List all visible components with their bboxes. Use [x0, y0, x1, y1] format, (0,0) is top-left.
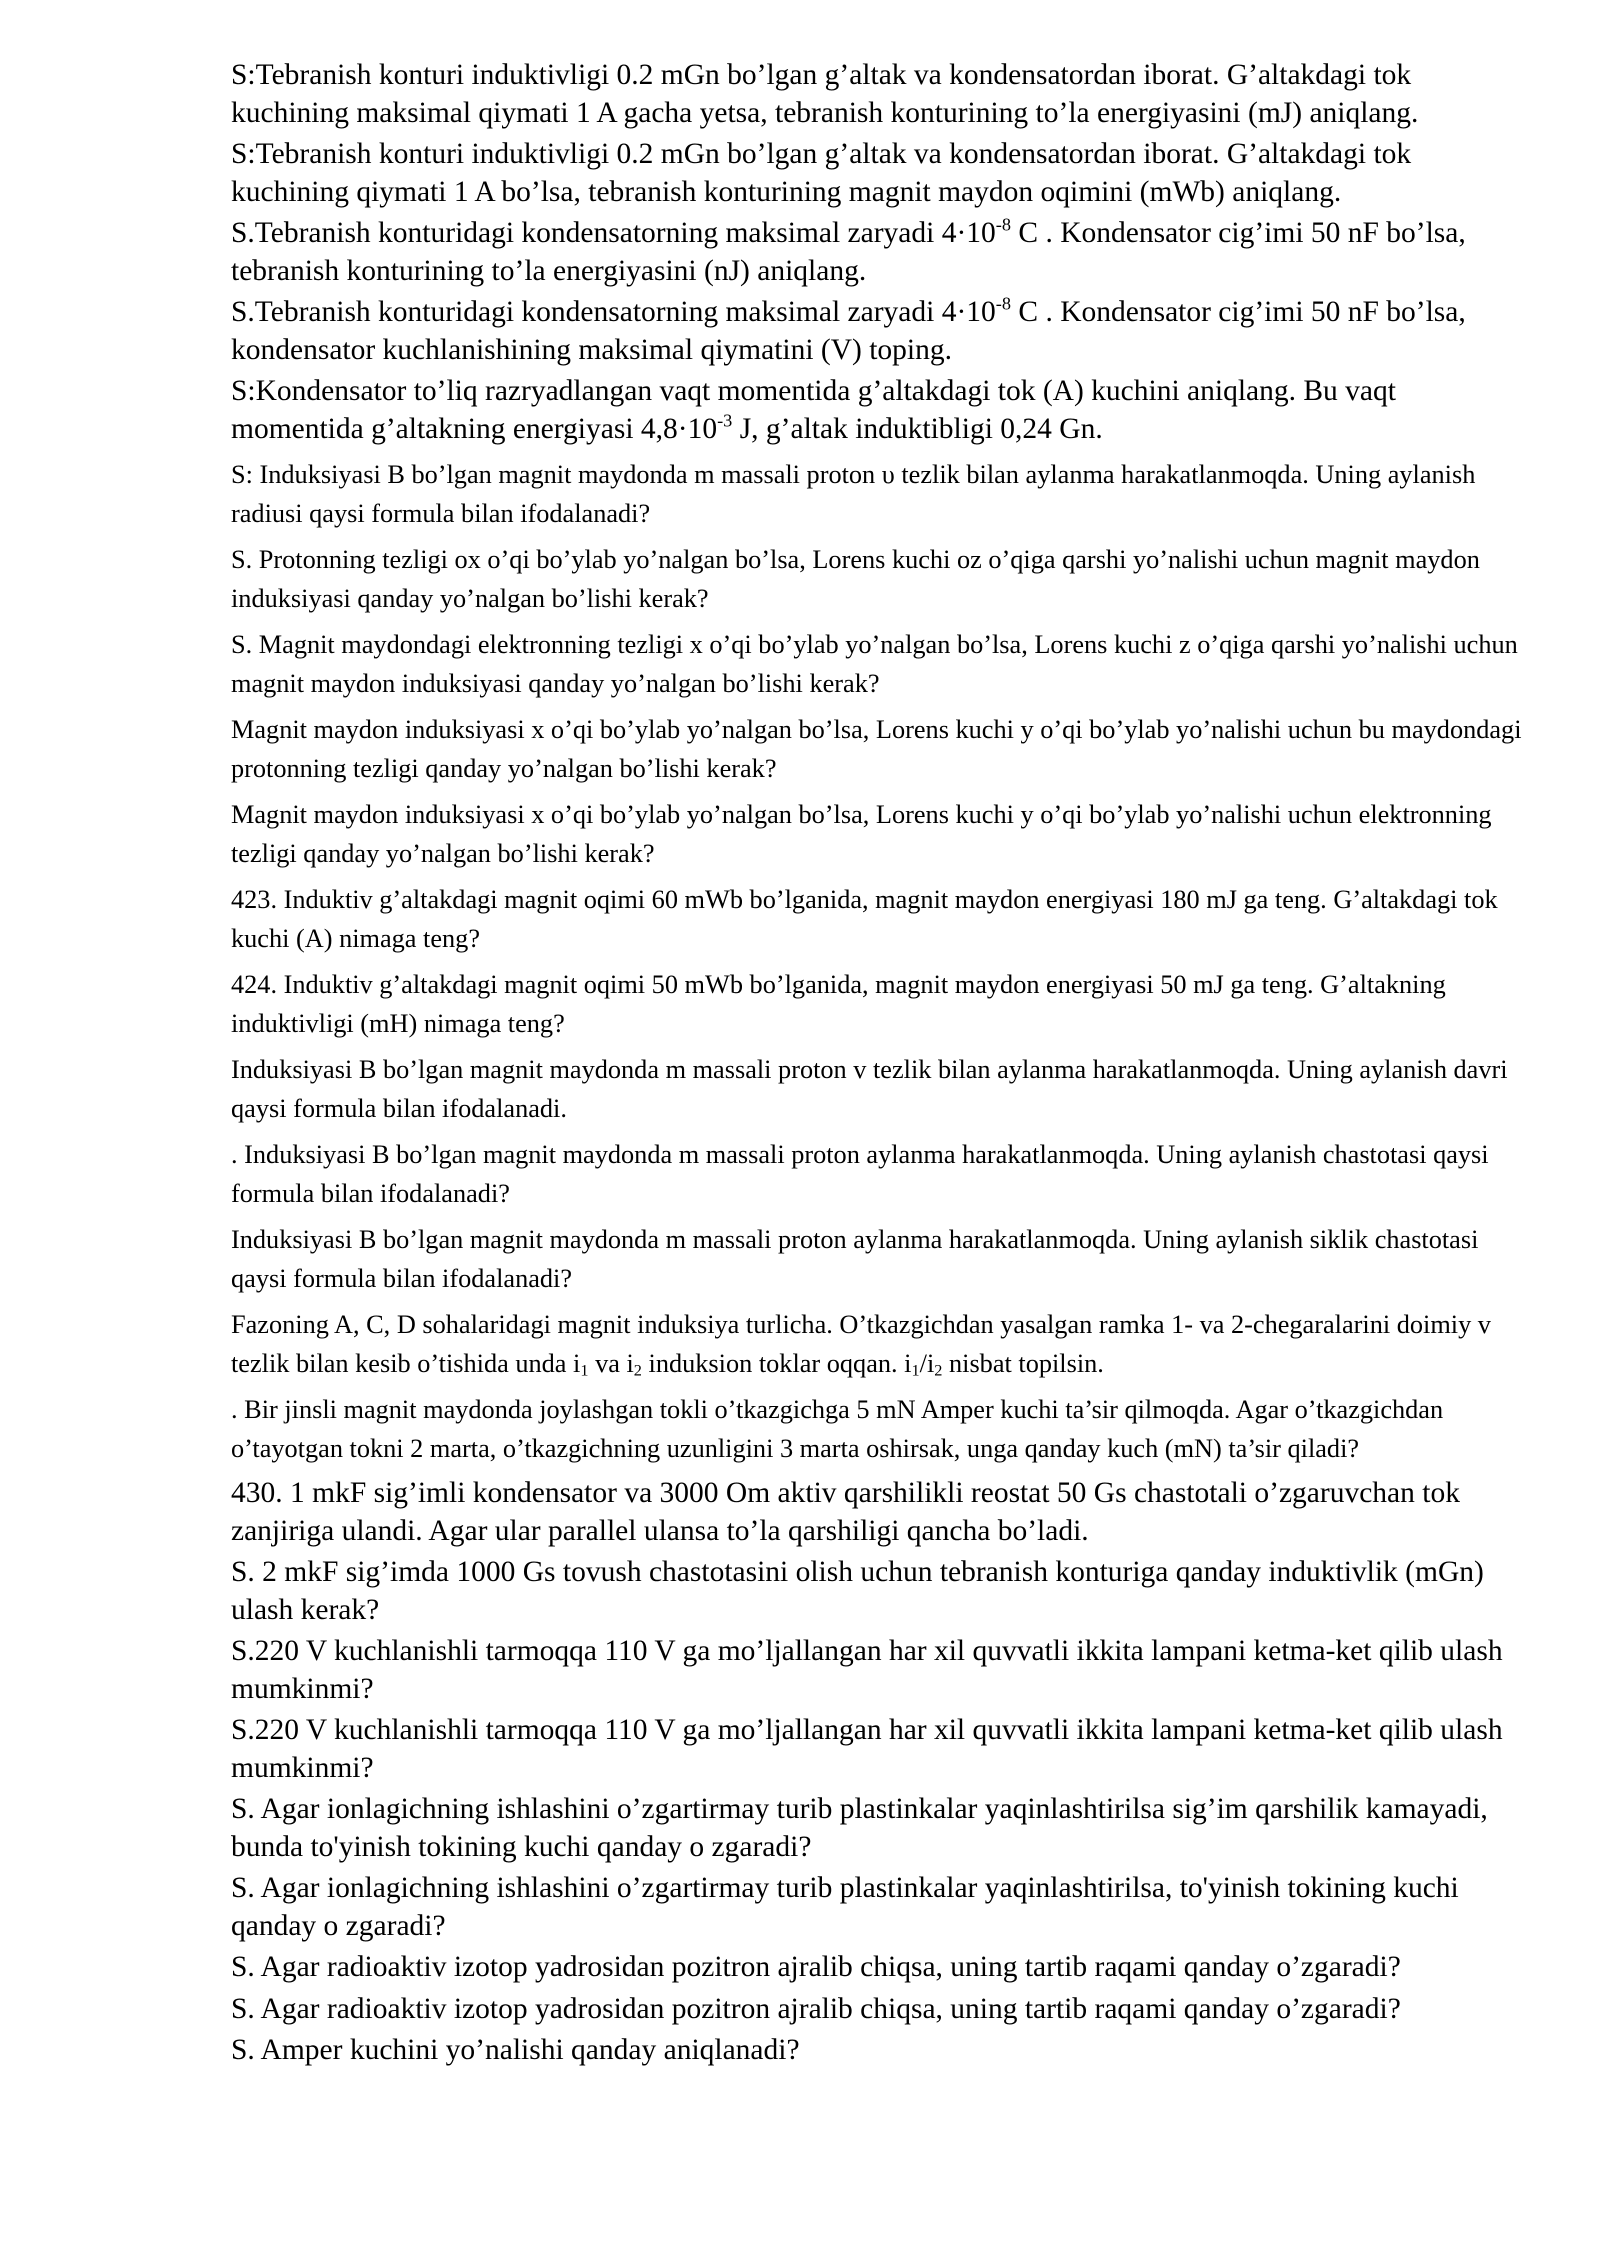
superscript: -3: [717, 410, 733, 431]
text-run: S.Tebranish konturidagi kondensatorning maksimal zaryadi 4·10: [231, 296, 996, 328]
subscript: 1: [580, 1360, 589, 1380]
text-run: va i: [588, 1349, 634, 1378]
text-run: C . Kondensator cig’imi 50 nF bo’lsa, tebranish konturining to’la energiyasini (nJ) aniqlang.: [231, 217, 1466, 287]
text-run: C . Kondensator cig’imi 50 nF bo’lsa, kondensator kuchlanishining maksimal qiymatini (V) toping.: [231, 296, 1466, 366]
text-run: S. Agar ionlagichning ishlashini o’zgartirmay turib plastinkalar yaqinlashtirilsa, to'yinish tokining kuchi qanday o zgaradi?: [231, 1872, 1459, 1942]
text-run: Induksiyasi B bo’lgan magnit maydonda m massali proton v tezlik bilan aylanma harakatlanmoqda. Uning aylanish davri qaysi formula bilan ifodalanadi.: [231, 1055, 1508, 1123]
question-paragraph: [231, 880, 1531, 958]
question-paragraph: [231, 1390, 1531, 1468]
text-run: 430. 1 mkF sig’imli kondensator va 3000 Om aktiv qarshilikli reostat 50 Gs chastotali o’zgaruvchan tok zanjiriga ulandi. Agar ular parallel ulansa to’la qarshiligi qancha bo’ladi.: [231, 1477, 1460, 1547]
superscript: -8: [995, 293, 1012, 314]
text-run: S. Magnit maydondagi elektronning tezligi x o’qi bo’ylab yo’nalgan bo’lsa, Lorens kuchi z o’qiga qarshi yo’nalishi uchun magnit maydon induksiyasi qanday yo’nalgan bo’lishi kerak?: [231, 630, 1518, 698]
document-page: [231, 57, 1531, 2070]
text-run: S. 2 mkF sig’imda 1000 Gs tovush chastotasini olish uchun tebranish konturiga qanday induktivlik (mGn) ulash kerak?: [231, 1556, 1484, 1626]
question-paragraph: [231, 57, 1531, 132]
question-paragraph: [231, 1220, 1531, 1298]
text-run: Magnit maydon induksiyasi x o’qi bo’ylab yo’nalgan bo’lsa, Lorens kuchi y o’qi bo’ylab yo’nalishi uchun elektronning tezligi qanday yo’nalgan bo’lishi kerak?: [231, 800, 1492, 868]
text-run: S. Protonning tezligi ox o’qi bo’ylab yo’nalgan bo’lsa, Lorens kuchi oz o’qiga qarshi yo’nalishi uchun magnit maydon induksiyasi qanday yo’nalgan bo’lishi kerak?: [231, 545, 1480, 613]
question-paragraph: [231, 215, 1531, 290]
question-paragraph: [231, 1870, 1531, 1945]
question-paragraph: [231, 136, 1531, 211]
text-run: Fazoning A, C, D sohalaridagi magnit induksiya turlicha. O’tkazgichdan yasalgan ramka 1- va 2-chegaralarini doimiy v tezlik bilan kesib o’tishida unda i: [231, 1310, 1491, 1378]
question-paragraph: [231, 1135, 1531, 1213]
question-paragraph: [231, 965, 1531, 1043]
subscript: 2: [934, 1360, 943, 1380]
question-paragraph: [231, 1050, 1531, 1128]
text-run: S. Amper kuchini yo’nalishi qanday aniqlanadi?: [231, 2034, 800, 2066]
text-run: S:Tebranish konturi induktivligi 0.2 mGn bo’lgan g’altak va kondensatordan iborat. G’altakdagi tok kuchining maksimal qiymati 1 A gacha yetsa, tebranish konturining to’la energiyasini (mJ) aniqlang.: [231, 59, 1419, 129]
text-run: S.220 V kuchlanishli tarmoqqa 110 V ga mo’ljallangan har xil quvvatli ikkita lampani ketma-ket qilib ulash mumkinmi?: [231, 1635, 1503, 1705]
question-paragraph: [231, 625, 1531, 703]
text-run: induksion toklar oqqan. i: [641, 1349, 912, 1378]
text-run: nisbat topilsin.: [942, 1349, 1104, 1378]
text-run: J, g’altak induktibligi 0,24 Gn.: [732, 412, 1103, 445]
question-paragraph: [231, 1554, 1531, 1629]
superscript: -8: [995, 214, 1012, 235]
text-run: S.Tebranish konturidagi kondensatorning maksimal zaryadi 4·10: [231, 217, 996, 249]
text-run: 423. Induktiv g’altakdagi magnit oqimi 60 mWb bo’lganida, magnit maydon energiyasi 180 mJ ga teng. G’altakdagi tok kuchi (A) nimaga teng?: [231, 885, 1498, 953]
text-run: S:Kondensator to’liq razryadlangan vaqt momentida g’altakdagi tok (A) kuchini aniqlang. Bu vaqt momentida g’altakning energiyasi 4,8·10: [231, 375, 1396, 445]
question-paragraph: [231, 373, 1531, 448]
text-run: S. Agar ionlagichning ishlashini o’zgartirmay turib plastinkalar yaqinlashtirilsa sig’im qarshilik kamayadi, bunda to'yinish tokining kuchi qanday o zgaradi?: [231, 1793, 1488, 1863]
subscript: 2: [633, 1360, 642, 1380]
question-paragraph: [231, 1633, 1531, 1708]
text-run: S: Induksiyasi B bo’lgan magnit maydonda m massali proton υ tezlik bilan aylanma harakatlanmoqda. Uning aylanish radiusi qaysi formula bilan ifodalanadi?: [231, 460, 1476, 528]
question-paragraph: [231, 1475, 1531, 1550]
question-paragraph: [231, 294, 1531, 369]
text-run: . Induksiyasi B bo’lgan magnit maydonda m massali proton aylanma harakatlanmoqda. Uning aylanish chastotasi qaysi formula bilan ifodalanadi?: [231, 1140, 1489, 1208]
text-run: S. Agar radioaktiv izotop yadrosidan pozitron ajralib chiqsa, uning tartib raqami qanday o’zgaradi?: [231, 1992, 1401, 2025]
question-paragraph: [231, 795, 1531, 873]
question-paragraph: [231, 455, 1531, 533]
subscript: 1: [911, 1360, 920, 1380]
question-paragraph: [231, 1991, 1531, 2029]
text-run: S. Agar radioaktiv izotop yadrosidan pozitron ajralib chiqsa, uning tartib raqami qanday o’zgaradi?: [231, 1951, 1401, 1983]
question-paragraph: [231, 1712, 1531, 1787]
text-run: . Bir jinsli magnit maydonda joylashgan tokli o’tkazgichga 5 mN Amper kuchi ta’sir qilmoqda. Agar o’tkazgichdan o’tayotgan tokni 2 marta, o’tkazgichning uzunligini 3 marta oshirsak, unga qanday kuch (mN) ta’sir qiladi?: [231, 1395, 1444, 1463]
question-paragraph: [231, 1305, 1531, 1383]
text-run: Magnit maydon induksiyasi x o’qi bo’ylab yo’nalgan bo’lsa, Lorens kuchi y o’qi bo’ylab yo’nalishi uchun bu maydondagi protonning tezligi qanday yo’nalgan bo’lishi kerak?: [231, 715, 1522, 783]
text-run: 424. Induktiv g’altakdagi magnit oqimi 50 mWb bo’lganida, magnit maydon energiyasi 50 mJ ga teng. G’altakning induktivligi (mH) nimaga teng?: [231, 970, 1446, 1038]
question-paragraph: [231, 540, 1531, 618]
question-paragraph: [231, 1949, 1531, 1987]
text-run: /i: [919, 1349, 935, 1378]
question-paragraph: [231, 2032, 1531, 2070]
question-paragraph: [231, 710, 1531, 788]
question-paragraph: [231, 1791, 1531, 1866]
text-run: S:Tebranish konturi induktivligi 0.2 mGn bo’lgan g’altak va kondensatordan iborat. G’altakdagi tok kuchining qiymati 1 A bo’lsa, tebranish konturining magnit maydon oqimini (mWb) aniqlang.: [231, 138, 1412, 208]
text-run: S.220 V kuchlanishli tarmoqqa 110 V ga mo’ljallangan har xil quvvatli ikkita lampani ketma-ket qilib ulash mumkinmi?: [231, 1714, 1503, 1784]
text-run: Induksiyasi B bo’lgan magnit maydonda m massali proton aylanma harakatlanmoqda. Uning aylanish siklik chastotasi qaysi formula bilan ifodalanadi?: [231, 1225, 1479, 1293]
